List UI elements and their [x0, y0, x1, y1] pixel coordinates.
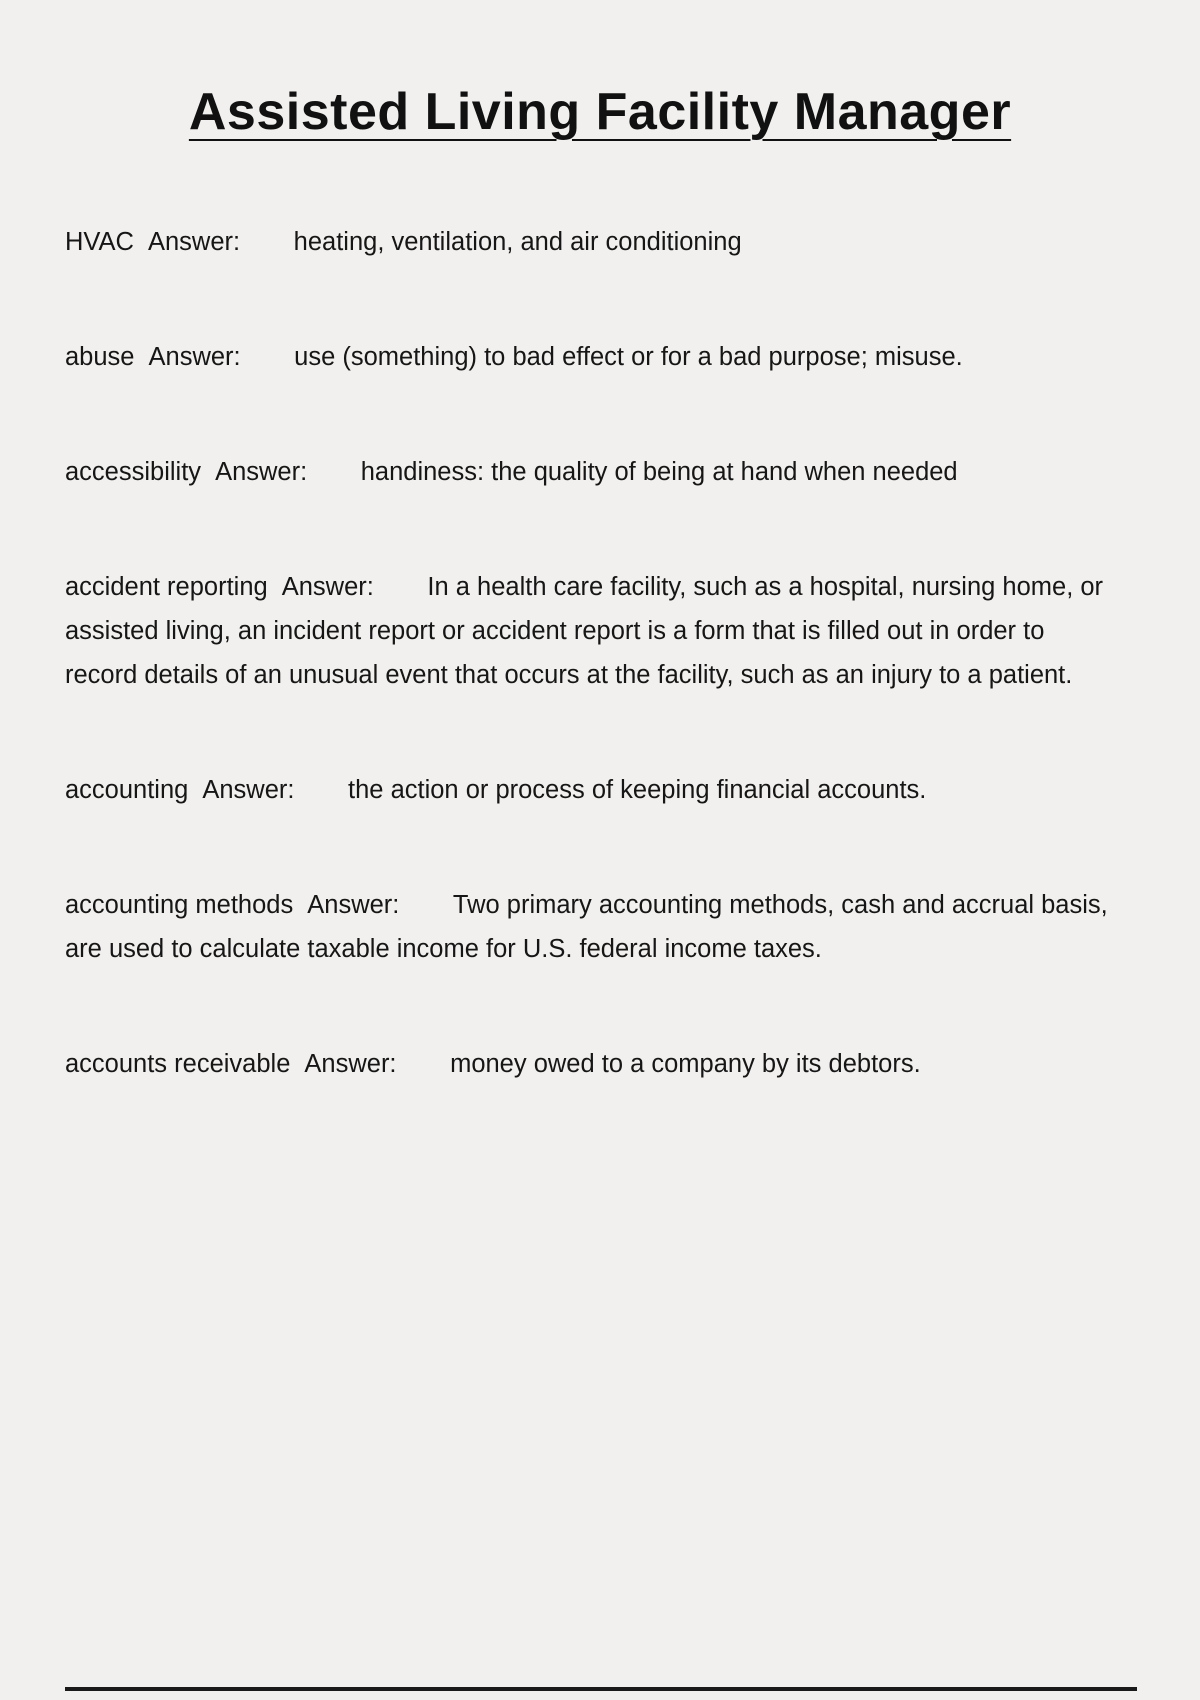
page-title: Assisted Living Facility Manager [188, 83, 1012, 141]
answer-label: Answer: [215, 458, 308, 486]
flashcard-entry [65, 450, 1110, 494]
flashcard-entry [65, 883, 1110, 971]
definition-text: handiness: the quality of being at hand when needed [360, 458, 958, 486]
term-text: accounting [65, 776, 189, 804]
term-text: abuse [65, 343, 135, 371]
definition-text: the action or process of keeping financial accounts. [348, 776, 927, 804]
flashcard-entry [65, 565, 1110, 697]
document-content [0, 82, 1200, 1086]
definition-text: Two primary accounting methods, cash and accrual basis, are used to calculate taxable income for U.S. federal income taxes. [65, 891, 1108, 963]
term-text: accessibility [65, 458, 202, 486]
page-bottom-rule [65, 1687, 1137, 1691]
flashcard-entry [65, 220, 1110, 264]
definition-text: heating, ventilation, and air conditioning [293, 228, 742, 256]
answer-label: Answer: [147, 228, 241, 256]
answer-label: Answer: [202, 776, 295, 804]
definition-text: money owed to a company by its debtors. [450, 1050, 921, 1078]
answer-label: Answer: [148, 343, 241, 371]
definition-text: use (something) to bad effect or for a bad purpose; misuse. [294, 343, 963, 371]
flashcard-entry [65, 1042, 1110, 1086]
flashcard-entry [65, 768, 1110, 812]
term-text: HVAC [65, 228, 134, 256]
term-text: accounts receivable [65, 1050, 291, 1078]
answer-label: Answer: [307, 891, 400, 919]
term-text: accident reporting [65, 573, 268, 601]
flashcard-entry [65, 335, 1110, 379]
answer-label: Answer: [304, 1050, 397, 1078]
answer-label: Answer: [281, 573, 374, 601]
term-text: accounting methods [65, 891, 294, 919]
definition-text: In a health care facility, such as a hospital, nursing home, or assisted living, an incident report or accident report is a form that is filled out in order to record details of an unusual event that occurs at the facility, such as an injury to a patient. [65, 573, 1104, 689]
